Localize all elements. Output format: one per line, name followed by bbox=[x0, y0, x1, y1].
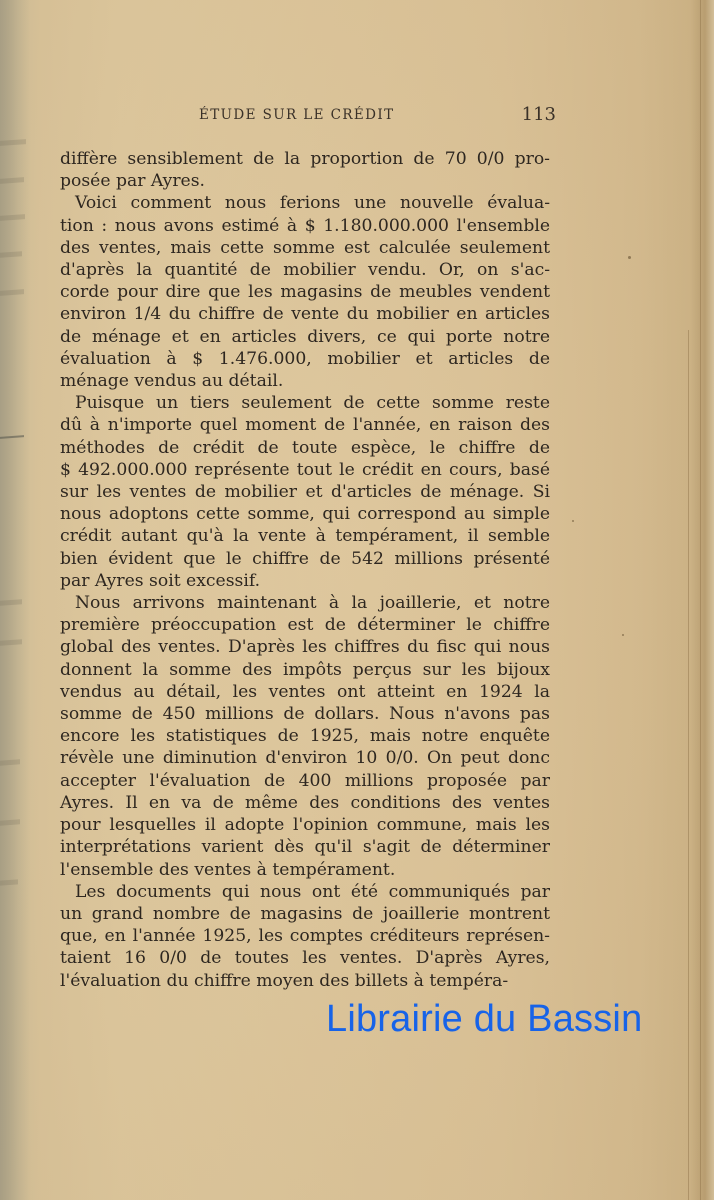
text-line: Nous arrivons maintenant à la joaillerie, et notre bbox=[75, 593, 550, 614]
text-line: que, en l'année 1925, les comptes créditeurs représen- bbox=[60, 926, 550, 947]
text-line: méthodes de crédit de toute espèce, le chiffre de bbox=[60, 437, 550, 458]
text-line: $ 492.000.000 représente tout le crédit en cours, basé bbox=[60, 459, 550, 480]
text-line: ménage vendus au détail. bbox=[60, 371, 284, 392]
text-line: environ 1/4 du chiffre de vente du mobilier en articles bbox=[60, 304, 550, 325]
text-line: dû à n'importe quel moment de l'année, en raison des bbox=[60, 415, 550, 436]
text-line: Voici comment nous ferions une nouvelle évalua- bbox=[75, 193, 550, 214]
paragraph bbox=[60, 148, 550, 192]
text-line: donnent la somme des impôts perçus sur les bijoux bbox=[60, 659, 550, 680]
text-line: évaluation à $ 1.476.000, mobilier et articles de bbox=[60, 348, 550, 369]
text-line: vendus au détail, les ventes ont atteint en 1924 la bbox=[60, 681, 550, 702]
text-line: par Ayres soit excessif. bbox=[60, 570, 261, 591]
paragraph bbox=[60, 592, 550, 881]
paper-speck bbox=[572, 520, 574, 522]
text-line: l'évaluation du chiffre moyen des billets à tempéra- bbox=[60, 970, 509, 991]
text-line: première préoccupation est de déterminer le chiffre bbox=[60, 615, 550, 636]
text-line: diffère sensiblement de la proportion de 70 0/0 pro- bbox=[60, 149, 550, 169]
text-line: nous adoptons cette somme, qui correspond au simple bbox=[60, 504, 550, 525]
text-line: un grand nombre de magasins de joaillerie montrent bbox=[60, 903, 550, 924]
body-text bbox=[60, 148, 550, 992]
page-edge bbox=[688, 330, 689, 1200]
text-line: crédit autant qu'à la vente à tempérament, il semble bbox=[60, 526, 550, 547]
text-line: de ménage et en articles divers, ce qui porte notre bbox=[60, 326, 550, 347]
text-line: taient 16 0/0 de toutes les ventes. D'après Ayres, bbox=[60, 948, 550, 969]
text-line: global des ventes. D'après les chiffres du fisc qui nous bbox=[60, 637, 550, 658]
text-line: d'après la quantité de mobilier vendu. Or, on s'ac- bbox=[60, 260, 550, 281]
page-edge bbox=[700, 0, 701, 1200]
paragraph bbox=[60, 881, 550, 992]
text-line: posée par Ayres. bbox=[60, 171, 206, 192]
paragraph bbox=[60, 192, 550, 392]
text-line: tion : nous avons estimé à $ 1.180.000.000 l'ensemble bbox=[60, 215, 550, 236]
text-line: accepter l'évaluation de 400 millions proposée par bbox=[60, 770, 550, 791]
paragraph bbox=[60, 392, 550, 592]
text-line: l'ensemble des ventes à tempérament. bbox=[60, 859, 396, 880]
text-line: révèle une diminution d'environ 10 0/0. On peut donc bbox=[60, 748, 550, 769]
running-header bbox=[62, 104, 556, 128]
running-title: ÉTUDE SUR LE CRÉDIT bbox=[199, 107, 395, 123]
text-line: sur les ventes de mobilier et d'articles de ménage. Si bbox=[60, 482, 550, 503]
text-line: des ventes, mais cette somme est calculée seulement bbox=[60, 237, 550, 258]
paper-speck bbox=[622, 634, 624, 636]
text-line: Ayres. Il en va de même des conditions des ventes bbox=[60, 792, 550, 813]
watermark: Librairie du Bassin bbox=[326, 998, 643, 1040]
text-line: Puisque un tiers seulement de cette somme reste bbox=[75, 393, 550, 414]
text-line: Les documents qui nous ont été communiqués par bbox=[75, 881, 550, 902]
text-line: encore les statistiques de 1925, mais notre enquête bbox=[60, 726, 550, 747]
text-line: interprétations varient dès qu'il s'agit de déterminer bbox=[60, 837, 550, 858]
text-line: pour lesquelles il adopte l'opinion commune, mais les bbox=[60, 815, 550, 836]
text-line: bien évident que le chiffre de 542 millions présenté bbox=[60, 548, 550, 569]
text-line: corde pour dire que les magasins de meubles vendent bbox=[60, 282, 550, 303]
paper-speck bbox=[628, 256, 631, 259]
page-number: 113 bbox=[521, 104, 556, 125]
text-line: somme de 450 millions de dollars. Nous n'avons pas bbox=[60, 704, 550, 725]
